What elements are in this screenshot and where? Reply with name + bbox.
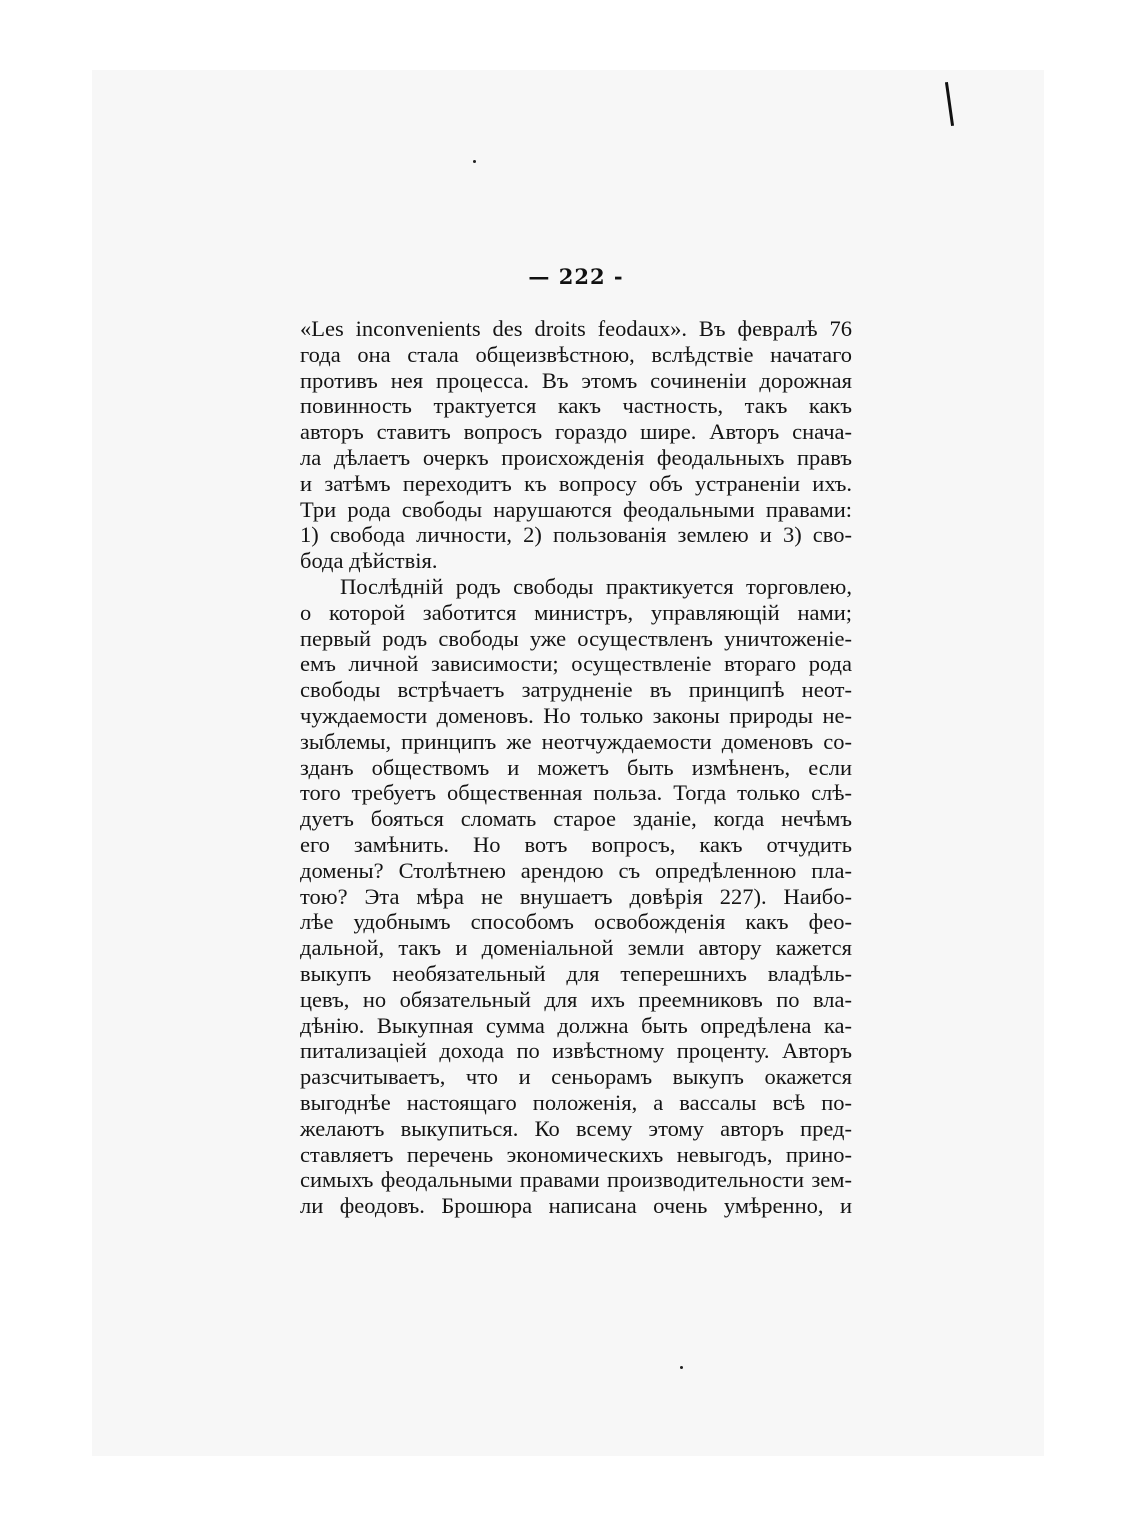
text-line: ли феодовъ. Брошюра написана очень умѣренно, и <box>300 1193 852 1219</box>
text-line: года она стала общеизвѣстною, вслѣдствіе начатаго <box>300 341 852 367</box>
text-line: 1) свобода личности, 2) пользованія землею и 3) сво- <box>300 522 852 548</box>
text-line: зданъ обществомъ и можетъ быть измѣненъ, если <box>300 754 852 780</box>
text-line: свободы встрѣчаетъ затрудненіе въ принципѣ неот- <box>300 677 852 703</box>
text-line: дальной, такъ и доменіальной земли автору кажется <box>300 935 852 961</box>
text-line: тою? Эта мѣра не внушаетъ довѣрія 227). Наибо- <box>300 883 852 909</box>
text-line: питализаціей дохода по извѣстному проценту. Авторъ <box>300 1038 852 1064</box>
text-line: выкупъ необязательный для теперешнихъ владѣль- <box>300 960 852 986</box>
text-line: разсчитываетъ, что и сеньорамъ выкупъ окажется <box>300 1064 852 1090</box>
text-line: авторъ ставитъ вопросъ гораздо шире. Авторъ снача- <box>300 419 852 445</box>
text-line: о которой заботится министръ, управляющій нами; <box>300 599 852 625</box>
text-line: дуетъ бояться сломать старое зданіе, когда нечѣмъ <box>300 806 852 832</box>
text-line: первый родъ свободы уже осуществленъ уничтоженіе- <box>300 625 852 651</box>
text-line: повинность трактуется какъ частность, такъ какъ <box>300 393 852 419</box>
text-line: дѣнію. Выкупная сумма должна быть опредѣлена ка- <box>300 1012 852 1038</box>
text-line: «Les inconvenients des droits feodaux». Въ февралѣ 76 <box>300 316 852 341</box>
text-line: чуждаемости доменовъ. Но только законы природы не- <box>300 702 852 728</box>
text-line: выгоднѣе настоящаго положенія, а вассалы всѣ по- <box>300 1089 852 1115</box>
text-line: лѣе удобнымъ способомъ освобожденія какъ фео- <box>300 909 852 935</box>
text-line: желаютъ выкупиться. Ко всему этому авторъ пред- <box>300 1115 852 1141</box>
text-line: Три рода свободы нарушаются феодальными правами: <box>300 496 852 522</box>
text-line: емъ личной зависимости; осуществленіе втораго рода <box>300 651 852 677</box>
text-line: ла дѣлаетъ очеркъ происхожденія феодальныхъ правъ <box>300 444 852 470</box>
text-line: ставляетъ перечень экономическихъ невыгодъ, прино- <box>300 1141 852 1167</box>
body-text <box>300 316 852 1219</box>
text-line: цевъ, но обязательный для ихъ преемниковъ по вла- <box>300 986 852 1012</box>
text-line: домены? Столѣтнею арендою съ опредѣленною пла- <box>300 857 852 883</box>
text-line: и затѣмъ переходитъ къ вопросу объ устраненіи ихъ. <box>300 470 852 496</box>
text-line: бода дѣйствія. <box>300 548 438 574</box>
text-line: симыхъ феодальными правами производительности зем- <box>300 1167 852 1193</box>
scan-speck <box>473 160 476 163</box>
text-line: противъ нея процесса. Въ этомъ сочиненіи дорожная <box>300 367 852 393</box>
scan-speck <box>680 1366 683 1369</box>
page-number: — 222 - <box>528 264 624 289</box>
text-line: того требуетъ общественная польза. Тогда только слѣ- <box>300 780 852 806</box>
text-line: его замѣнить. Но вотъ вопросъ, какъ отчудить <box>300 831 852 857</box>
text-line: зыблемы, принципъ же неотчуждаемости доменовъ со- <box>300 728 852 754</box>
paragraph-first-line: Послѣдній родъ свободы практикуется торговлею, <box>340 573 852 599</box>
